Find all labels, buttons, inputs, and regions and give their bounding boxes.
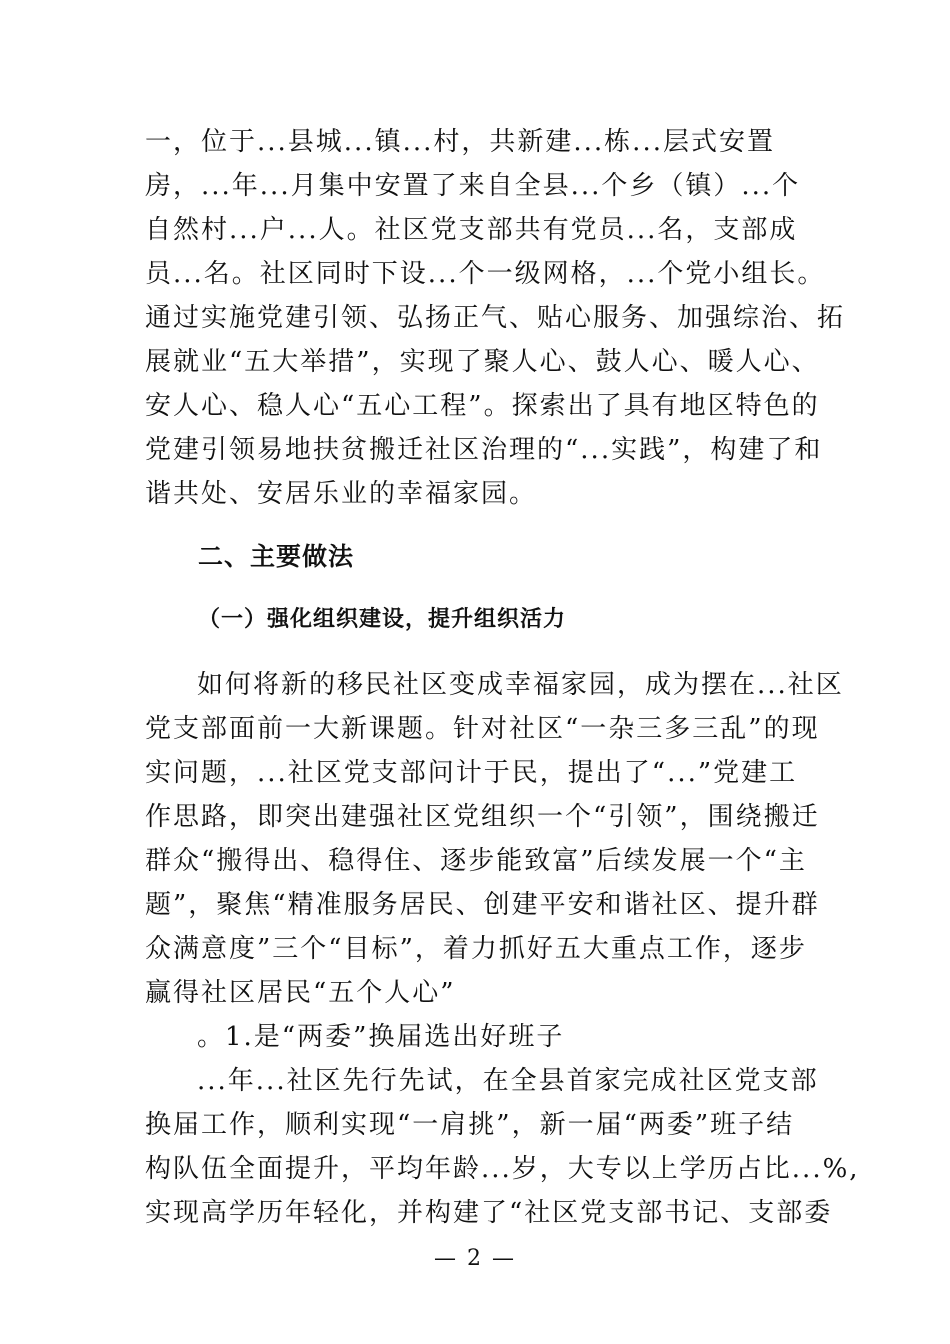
page-number: — 2 — <box>434 1246 516 1271</box>
text-line: 群众“搬得出、稳得住、逐步能致富”后续发展一个“主 <box>145 846 807 876</box>
text-line: ...年...社区先行先试，在全县首家完成社区党支部 <box>197 1066 819 1096</box>
subsection-heading: （一）强化组织建设，提升组织活力 <box>198 607 567 632</box>
text-line: 赢得社区居民“五个人心” <box>145 978 456 1008</box>
text-line: 题”，聚焦“精准服务居民、创建平安和谐社区、提升群 <box>145 890 820 920</box>
text-line: 如何将新的移民社区变成幸福家园，成为摆在...社区 <box>197 670 844 700</box>
text-line: 员...名。社区同时下设...个一级网格，...个党小组长。 <box>145 259 826 289</box>
text-line: 房，...年...月集中安置了来自全县...个乡（镇）...个 <box>145 171 801 201</box>
text-line: 通过实施党建引领、弘扬正气、贴心服务、加强综治、拓 <box>145 303 846 333</box>
text-line: 安人心、稳人心“五心工程”。探索出了具有地区特色的 <box>145 391 820 421</box>
text-line: 实现高学历年轻化，并构建了“社区党支部书记、支部委 <box>145 1198 833 1228</box>
text-line: 一，位于...县城...镇...村，共新建...栋...层式安置 <box>145 127 775 157</box>
text-line: 展就业“五大举措”，实现了聚人心、鼓人心、暖人心、 <box>145 347 820 377</box>
text-line: 党支部面前一大新课题。针对社区“一杂三多三乱”的现 <box>145 714 820 744</box>
text-line: 谐共处、安居乐业的幸福家园。 <box>145 479 538 509</box>
text-line: 作思路，即突出建强社区党组织一个“引领”，围绕搬迁 <box>145 802 820 832</box>
text-line: 构队伍全面提升，平均年龄...岁，大专以上学历占比...%, <box>145 1154 860 1184</box>
text-line: 自然村...户...人。社区党支部共有党员...名，支部成 <box>145 215 798 245</box>
text-line: 众满意度”三个“目标”，着力抓好五大重点工作，逐步 <box>145 934 807 964</box>
text-line: 换届工作，顺利实现“一肩挑”，新一届“两委”班子结 <box>145 1110 795 1140</box>
text-line: 党建引领易地扶贫搬迁社区治理的“...实践”，构建了和 <box>145 435 823 465</box>
text-line: 实问题，...社区党支部问计于民，提出了“...”党建工 <box>145 758 798 788</box>
point-1-title: 。1.是“两委”换届选出好班子 <box>197 1022 565 1052</box>
section-heading: 二、主要做法 <box>198 542 355 571</box>
